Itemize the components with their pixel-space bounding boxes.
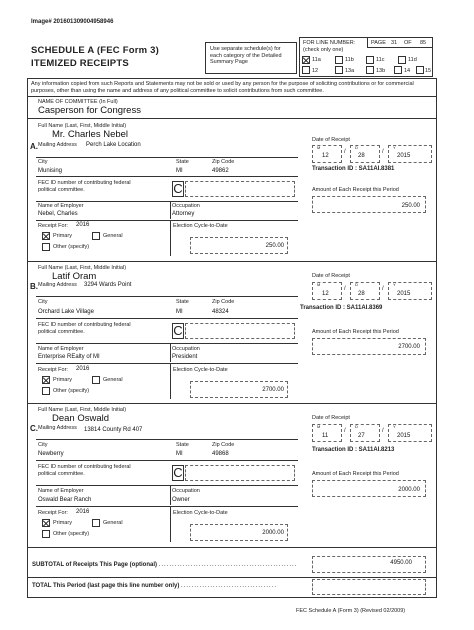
other-checkbox[interactable] bbox=[42, 387, 50, 395]
entry-letter: A. bbox=[30, 142, 38, 151]
mailing-address: 13814 County Rd 407 bbox=[84, 427, 143, 433]
line-11c-checkbox[interactable] bbox=[366, 56, 374, 64]
line-13b-checkbox[interactable] bbox=[366, 66, 374, 74]
line-11d-checkbox[interactable] bbox=[398, 56, 406, 64]
primary-checkbox[interactable] bbox=[42, 232, 50, 240]
schedule-title: SCHEDULE A (FEC Form 3) bbox=[31, 45, 159, 56]
subtotal-value: 4950.00 bbox=[390, 560, 412, 566]
employer-value: Oswald Bear Ranch bbox=[38, 497, 92, 503]
fec-id-prefix: C bbox=[173, 323, 183, 338]
state-value: MI bbox=[176, 168, 183, 174]
other-checkbox[interactable] bbox=[42, 243, 50, 251]
amount-value: 2700.00 bbox=[398, 344, 420, 350]
image-id: Image# 201601309004958946 bbox=[31, 19, 114, 25]
general-checkbox[interactable] bbox=[92, 519, 100, 527]
committee-name: Casperson for Congress bbox=[38, 105, 141, 116]
transaction-id: Transaction ID : SA11AI.8381 bbox=[312, 166, 395, 172]
other-checkbox[interactable] bbox=[42, 530, 50, 538]
occupation-value: President bbox=[172, 354, 198, 360]
employer-value: Enterprise REalty of MI bbox=[38, 354, 100, 360]
year-value: 2015 bbox=[397, 433, 411, 439]
zip-value: 49862 bbox=[212, 168, 229, 174]
general-checkbox[interactable] bbox=[92, 376, 100, 384]
subtotal-label: SUBTOTAL of Receipts This Page (optional) .................................................... bbox=[32, 562, 298, 568]
line-13a-checkbox[interactable] bbox=[335, 66, 343, 74]
line-11b-checkbox[interactable] bbox=[335, 56, 343, 64]
primary-checkbox[interactable] bbox=[42, 376, 50, 384]
month-value: 11 bbox=[322, 433, 329, 439]
state-value: MI bbox=[176, 451, 183, 457]
line-12-checkbox[interactable] bbox=[302, 66, 310, 74]
total-label: TOTAL This Period (last page this line number only) .................................... bbox=[32, 583, 278, 589]
month-value: 12 bbox=[322, 153, 329, 159]
zip-value: 48324 bbox=[212, 309, 229, 315]
receipt-year: 2016 bbox=[76, 509, 90, 515]
primary-checkbox[interactable] bbox=[42, 519, 50, 527]
line-15-checkbox[interactable] bbox=[416, 66, 424, 74]
entry-letter: C. bbox=[30, 424, 38, 433]
amount-value: 250.00 bbox=[401, 203, 420, 209]
mailing-address: 3294 Wards Point bbox=[84, 282, 132, 288]
fec-id-prefix: C bbox=[173, 465, 183, 480]
fec-id-prefix: C bbox=[173, 181, 183, 196]
day-value: 27 bbox=[358, 433, 365, 439]
contributor-name: Latif Oram bbox=[52, 271, 97, 282]
usage-notice: Any information copied from such Reports and Statements may not be sold or used by any person for the purpose of soliciting contributions or for commercial purposes, other than using the name and address of any political committee to solicit contributions from such committee. bbox=[31, 81, 414, 94]
transaction-id: Transaction ID : SA11AI.8213 bbox=[312, 447, 395, 453]
schedule-instructions: Use separate schedule(s) for each category of the Detailed Summary Page bbox=[210, 46, 282, 65]
fec-id-field[interactable] bbox=[185, 465, 295, 481]
city-value: Newberry bbox=[38, 451, 64, 457]
zip-value: 49868 bbox=[212, 451, 229, 457]
line-11a-checkbox[interactable] bbox=[302, 56, 310, 64]
day-value: 28 bbox=[358, 153, 365, 159]
entry-letter: B. bbox=[30, 282, 38, 291]
cycle-to-date-value: 2000.00 bbox=[262, 530, 284, 536]
itemized-receipts-title: ITEMIZED RECEIPTS bbox=[31, 58, 129, 69]
page-number: 31 bbox=[391, 40, 398, 46]
for-line-number-label: FOR LINE NUMBER: bbox=[303, 40, 356, 46]
state-value: MI bbox=[176, 309, 183, 315]
year-value: 2015 bbox=[397, 291, 411, 297]
line-14-checkbox[interactable] bbox=[394, 66, 402, 74]
year-value: 2015 bbox=[397, 153, 411, 159]
mailing-address: Perch Lake Location bbox=[86, 142, 141, 148]
month-value: 12 bbox=[322, 291, 329, 297]
city-value: Munising bbox=[38, 168, 63, 174]
receipt-year: 2016 bbox=[76, 222, 90, 228]
occupation-value: Attorney bbox=[172, 211, 195, 217]
employer-value: Nebel, Charles bbox=[38, 211, 78, 217]
page-total: 85 bbox=[420, 40, 427, 46]
general-checkbox[interactable] bbox=[92, 232, 100, 240]
occupation-value: Owner bbox=[172, 497, 190, 503]
committee-name-label: NAME OF COMMITTEE (In Full) bbox=[38, 99, 118, 105]
cycle-to-date-value: 2700.00 bbox=[262, 387, 284, 393]
transaction-id: Transaction ID : SA11AI.8369 bbox=[300, 305, 383, 311]
total-field[interactable] bbox=[312, 579, 426, 595]
receipt-year: 2016 bbox=[76, 366, 90, 372]
fec-id-field[interactable] bbox=[185, 181, 295, 197]
amount-value: 2000.00 bbox=[398, 487, 420, 493]
contributor-name: Mr. Charles Nebel bbox=[52, 129, 129, 140]
contributor-name: Dean Oswald bbox=[52, 413, 110, 424]
cycle-to-date-value: 250.00 bbox=[265, 243, 284, 249]
fec-id-field[interactable] bbox=[185, 323, 295, 339]
check-only-one-label: (check only one) bbox=[303, 47, 344, 53]
form-footer: FEC Schedule A (Form 3) (Revised 02/2009) bbox=[296, 608, 406, 614]
city-value: Orchard Lake Village bbox=[38, 309, 94, 315]
day-value: 28 bbox=[358, 291, 365, 297]
